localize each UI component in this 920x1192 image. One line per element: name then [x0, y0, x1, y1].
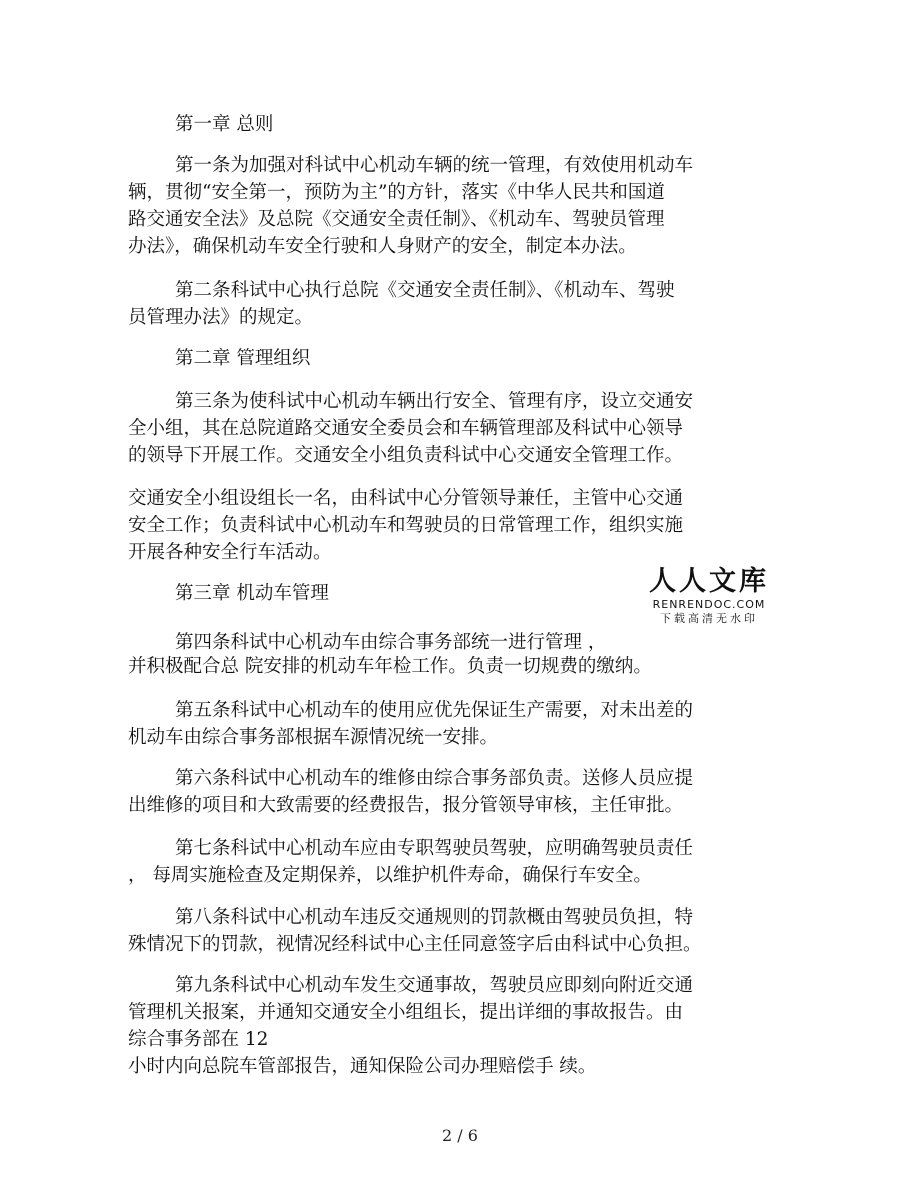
watermark-site: RENRENDOC.COM: [652, 598, 766, 611]
article-1-line-4: 办法》，确保机动车安全行驶和人身财产的安全，制定本办法。: [128, 236, 637, 257]
article-9-line-3: 综合事务部在 12: [128, 1029, 269, 1050]
article-8-line-1: 第八条科试中心机动车违反交通规则的罚款概由驾驶员负担，特: [175, 907, 694, 928]
chapter-3-heading: 第三章 机动车管理: [175, 583, 329, 604]
watermark-title: 人人文库: [649, 566, 769, 597]
article-3-cont-line-3: 开展各种安全行车活动。: [128, 542, 332, 563]
article-5-line-1: 第五条科试中心机动车的使用应优先保证生产需要，对未出差的: [175, 700, 694, 721]
watermark-slogan: 下载高清无水印: [660, 612, 758, 625]
page-number: 2 / 6: [442, 1126, 478, 1145]
article-9-line-2: 管理机关报案，并通知交通安全小组组长，提出详细的事故报告。由: [128, 1002, 684, 1023]
article-2-line-1: 第二条科试中心执行总院《交通安全责任制》、《机动车、驾驶: [175, 280, 675, 301]
article-4-line-2: 并积极配合总 院安排的机动车年检工作。负责一切规费的缴纳。: [128, 656, 652, 677]
chapter-2-heading: 第二章 管理组织: [175, 348, 311, 369]
article-6-line-1: 第六条科试中心机动车的维修由综合事务部负责。送修人员应提: [175, 768, 694, 789]
article-4-line-1: 第四条科试中心机动车由综合事务部统一进行管理 ，: [175, 632, 607, 653]
article-3-line-2: 全小组，其在总院道路交通安全委员会和车辆管理部及科试中心领导: [128, 418, 684, 439]
article-2-line-2: 员管理办法》的规定。: [128, 307, 314, 328]
article-1-line-1: 第一条为加强对科试中心机动车辆的统一管理，有效使用机动车: [175, 155, 694, 176]
article-3-cont-line-2: 安全工作；负责科试中心机动车和驾驶员的日常管理工作，组织实施: [128, 515, 684, 536]
renrendoc-watermark-logo: [643, 565, 775, 627]
chapter-1-heading: 第一章 总则: [175, 114, 274, 135]
article-6-line-2: 出维修的项目和大致需要的经费报告，报分管领导审核，主任审批。: [128, 795, 684, 816]
article-9-line-4: 小时内向总院车管部报告，通知保险公司办理赔偿手 续。: [128, 1056, 597, 1077]
article-5-line-2: 机动车由综合事务部根据车源情况统一安排。: [128, 727, 499, 748]
article-3-cont-line-1: 交通安全小组设组长一名，由科试中心分管领导兼任，主管中心交通: [128, 488, 684, 509]
article-7-line-1: 第七条科试中心机动车应由专职驾驶员驾驶，应明确驾驶员责任: [175, 838, 694, 859]
article-3-line-1: 第三条为使科试中心机动车辆出行安全、管理有序，设立交通安: [175, 391, 694, 412]
article-1-line-3: 路交通安全法》及总院《交通安全责任制》、《机动车、驾驶员管理: [128, 209, 665, 230]
article-7-line-2: ， 每周实施检查及定期保养，以维护机件寿命，确保行车安全。: [128, 865, 652, 886]
article-9-line-1: 第九条科试中心机动车发生交通事故，驾驶员应即刻向附近交通: [175, 975, 694, 996]
article-3-line-3: 的领导下开展工作。交通安全小组负责科试中心交通安全管理工作。: [128, 445, 684, 466]
article-1-line-2: 辆，贯彻“安全第一，预防为主”的方针，落实《中华人民共和国道: [128, 182, 665, 203]
article-8-line-2: 殊情况下的罚款，视情况经科试中心主任同意签字后由科试中心负担。: [128, 934, 702, 955]
